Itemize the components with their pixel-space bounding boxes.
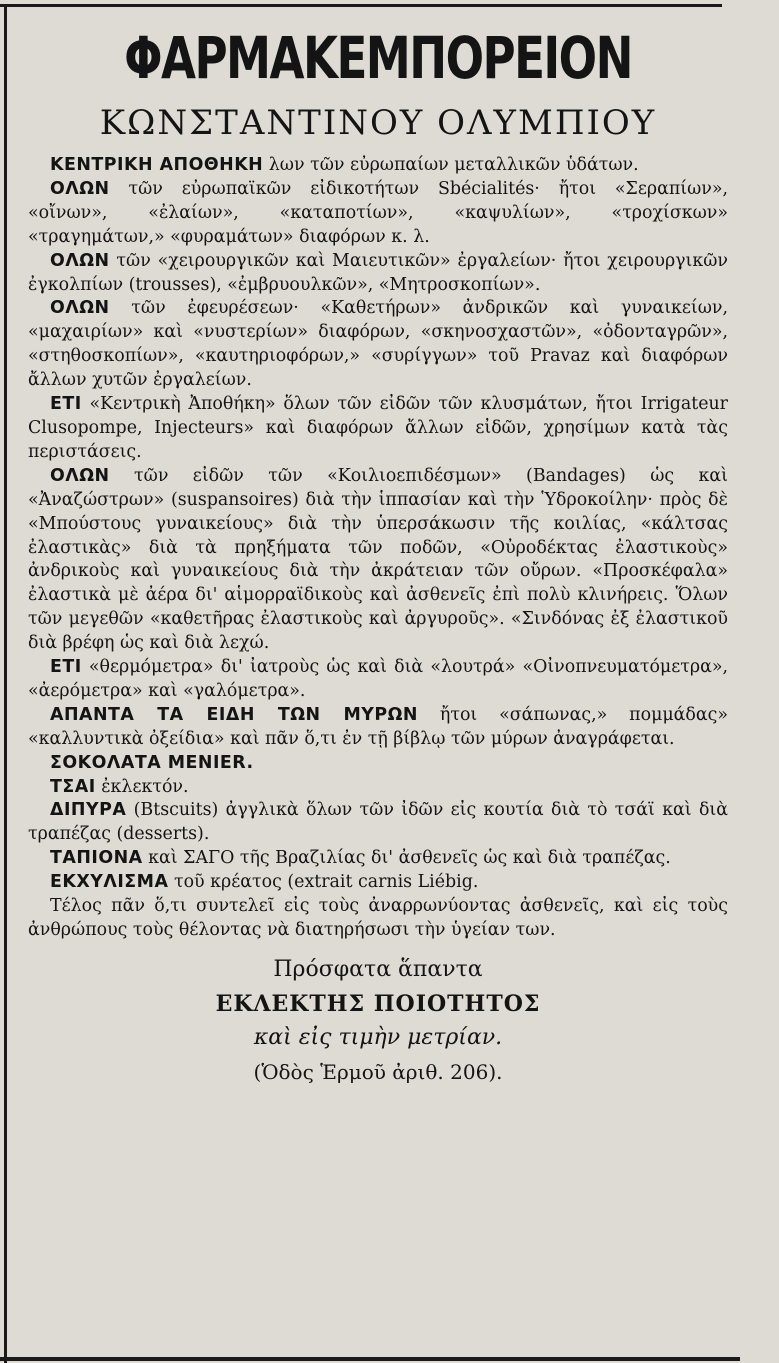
paragraph-lead: ΟΛΩΝ — [50, 465, 110, 486]
paragraph-text: τῶν εὐρωπαϊκῶν εἰδικοτήτων Sbécialités· ἤτοι «Σεραπίων», «οἴνων», «ἐλαίων», «καταποτίων», «καψυλίων», «τροχίσκων» «τραγημάτων,» «φυραμάτων» διαφόρων κ. λ. — [28, 178, 728, 247]
paragraph-text: τῶν ἐφευρέσεων· «Καθετήρων» ἀνδρικῶν καὶ γυναικείων, «μαχαιρίων» καὶ «νυστερίων» διαφόρων, «σκηνοσχαστῶν», «ὀδονταγρῶν», «στηθοσκοπίων», «καυτηριοφόρων,» «συρίγγων» τοῦ Pravaz καὶ διαφόρων ἄλλων χυτῶν ἐργαλείων. — [28, 298, 728, 391]
paragraph — [28, 297, 728, 393]
paragraph-lead: ΤΑΠΙΟΝΑ — [50, 848, 143, 869]
paragraph — [28, 178, 728, 250]
paragraph-lead: ΕΚΧΥΛΙΣΜΑ — [50, 872, 169, 893]
paragraph — [28, 895, 728, 943]
closing-line-address: (Ὁδὸς Ἑρμοῦ ἀριθ. 206). — [253, 1059, 503, 1084]
paragraph-lead: ΟΛΩΝ — [50, 250, 110, 271]
paragraph-text: (Btscuits) ἀγγλικὰ ὅλων τῶν ἰδῶν εἰς κουτία διὰ τὸ τσάϊ καὶ διὰ τραπέζας (desserts). — [28, 800, 728, 845]
page-title: ΦΑΡΜΑΚΕΜΠΟΡΕΙΟΝ — [124, 24, 632, 92]
paragraph-lead: ΣΟΚΟΛΑΤΑ MENIER. — [50, 752, 254, 773]
paragraph — [28, 799, 728, 847]
paragraph — [28, 847, 728, 871]
paragraph-list — [28, 154, 728, 943]
paragraph — [28, 250, 728, 298]
paragraph-lead: ΔΙΠΥΡΑ — [50, 800, 127, 821]
closing-line-quality: ΕΚΛΕΚΤΗΣ ΠΟΙΟΤΗΤΟΣ — [215, 990, 541, 1017]
paragraph-lead: ΟΛΩΝ — [50, 298, 110, 319]
paragraph — [28, 752, 728, 776]
advertisement-body — [28, 22, 728, 1089]
paragraph-text: ἐκλεκτόν. — [95, 776, 189, 797]
paragraph-lead: ΕΤΙ — [50, 657, 82, 678]
paragraph-lead: ΟΛΩΝ — [50, 178, 110, 199]
paragraph-text: τῶν εἰδῶν τῶν «Κοιλιοεπιδέσμων» (Bandages) ὡς καὶ «Ἀναζώστρων» (suspansoires) διὰ τὴν ἱππασίαν καὶ τὴν Ὑδροκοίλην· πρὸς δὲ «Μπούστους γυναικείους» διὰ τὴν ὑπερσάκωσιν τῆς κοιλίας, «κάλτσας ἐλαστικὰς» διὰ τὰ πρηξήματα τῶν ποδῶν, «Οὐροδέκτας ἐλαστικοὺς» ἀνδρικοὺς καὶ γυναικείους διὰ τὴν ἀκράτειαν τῶν οὔρων. «Προσκέφαλα» ἐλαστικὰ μὲ ἀέρα δι' αἱμορραϊδικοὺς καὶ ἀσθενεῖς ἐπὶ πολὺ κλινήρεις. Ὅλων τῶν μεγεθῶν «καθετῆρας ἐλαστικοὺς καὶ ἀργυροῦς». «Σινδόνας ἐξ ἐλαστικοῦ διὰ βρέφη ὡς καὶ διὰ λεχώ. — [28, 465, 728, 654]
paragraph-lead: ΤΣΑΙ — [50, 776, 96, 797]
paragraph-lead: ΚΕΝΤΡΙΚΗ ΑΠΟΘΗΚΗ — [50, 155, 264, 175]
paragraph-text: λων τῶν εὐρωπαίων μεταλλικῶν ὑδάτων. — [263, 155, 639, 175]
paragraph-lead: ΑΠΑΝΤΑ ΤΑ ΕΙΔΗ ΤΩΝ ΜΥΡΩΝ — [50, 704, 418, 725]
paragraph-text: «Κεντρικὴ Ἀποθήκη» ὅλων τῶν εἰδῶν τῶν κλυσμάτων, ἤτοι Irrigateur Clusopompe, Injecteurs» καὶ διαφόρων ἄλλων εἰδῶν, χρησίμων κατὰ τὰς περιστάσεις. — [28, 394, 728, 462]
paragraph-text: Τέλος πᾶν ὅ,τι συντελεῖ εἰς τοὺς ἀναρρωνύοντας ἀσθενεῖς, καὶ εἰς τοὺς ἀνθρώπους τοὺς θέλοντας νὰ διατηρήσωσι τὴν ὑγείαν των. — [28, 896, 728, 940]
paragraph-text: τοῦ κρέατος (extrait carnis Liébig. — [168, 872, 479, 893]
paragraph-text: τῶν «χειρουργικῶν καὶ Μαιευτικῶν» ἐργαλείων· ἤτοι χειρουργικῶν ἐγκολπίων (trousses), «ἐμβρυουλκῶν», «Μητροσκοπίων». — [28, 250, 728, 295]
paragraph — [28, 871, 728, 895]
paragraph — [28, 656, 728, 704]
paragraph-lead: ΕΤΙ — [50, 394, 82, 415]
closing-line-fresh: Πρόσφατα ἅπαντα — [273, 956, 483, 982]
left-border-rule — [4, 4, 7, 1363]
closing-line-price: καὶ εἰς τιμὴν μετρίαν. — [253, 1024, 503, 1050]
paragraph — [28, 154, 728, 178]
top-border-rule — [0, 4, 722, 7]
paragraph-text: «θερμόμετρα» δι' ἰατροὺς ὡς καὶ διὰ «λουτρά» «Οἰνοπνευματόμετρα», «ἀερόμετρα» καὶ «γαλόμετρα». — [28, 657, 728, 701]
paragraph — [28, 776, 728, 800]
paragraph — [28, 393, 728, 465]
paragraph — [28, 704, 728, 752]
paragraph — [28, 465, 728, 656]
bottom-border-rule — [0, 1357, 740, 1361]
paragraph-text: καὶ ΣΑΓΟ τῆς Βραζιλίας δι' ἀσθενεῖς ὡς καὶ διὰ τραπέζας. — [142, 848, 671, 869]
page-subtitle: ΚΩΝΣΤΑΝΤΙΝΟΥ ΟΛΥΜΠΙΟΥ — [99, 103, 657, 143]
paragraph-text: ἤτοι «σάπωνας,» πομμάδας» «καλλυντικὰ ὀξείδια» καὶ πᾶν ὅ,τι ἐν τῇ βίβλῳ τῶν μύρων ἀναγράφεται. — [28, 704, 729, 749]
